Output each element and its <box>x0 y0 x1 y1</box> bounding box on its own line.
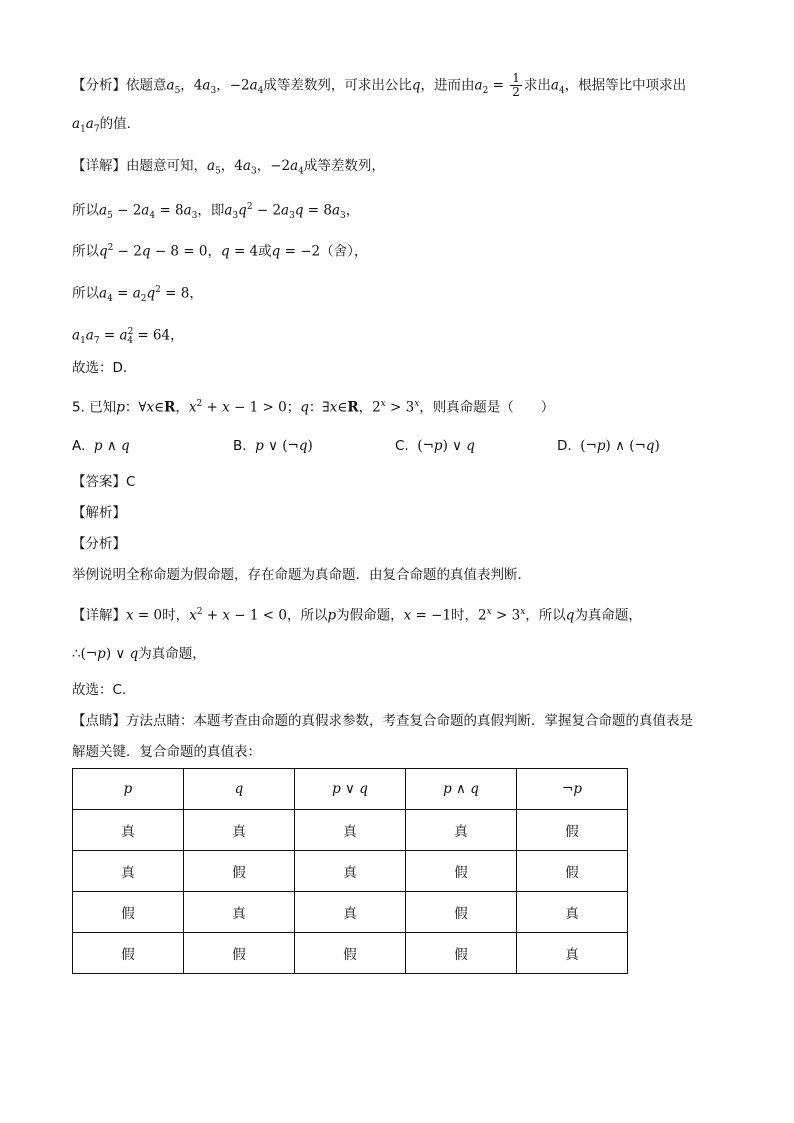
analysis2-label: 【分析】 <box>72 536 126 552</box>
table-cell: 真 <box>295 851 406 892</box>
table-cell: 假 <box>406 933 517 974</box>
table-cell: 假 <box>73 892 184 933</box>
table-cell: 真 <box>517 933 628 974</box>
table-cell: 假 <box>184 851 295 892</box>
table-row <box>73 851 628 892</box>
comment-line-1: 【点睛】方法点睛：本题考查由命题的真假求参数，考查复合命题的真假判断．掌握复合命题的真值表是 <box>72 713 693 729</box>
table-cell: 假 <box>517 851 628 892</box>
analysis2-text: 举例说明全称命题为假命题，存在命题为真命题．由复合命题的真值表判断． <box>72 567 531 583</box>
table-cell: 假 <box>295 933 406 974</box>
detail2-line-2: ∴(¬p) ∨ q为真命题， <box>72 646 206 662</box>
table-cell: 假 <box>517 810 628 851</box>
answer-label: 【答案】 <box>72 474 126 490</box>
detail-line-1: 【详解】由题意可知，$a_5$，$4a_3$，$-2a_4$成等差数列， <box>72 158 385 177</box>
table-header-cell: p ∧ q <box>406 769 517 810</box>
table-cell: 真 <box>295 810 406 851</box>
analysis-label: 【分析】 <box>72 77 126 94</box>
answer-value: C <box>126 474 136 490</box>
table-cell: 真 <box>517 892 628 933</box>
comment-line-2: 解题关键．复合命题的真值表： <box>72 744 261 760</box>
choice-line-2: 故选：C. <box>72 682 127 698</box>
table-header-row <box>73 769 628 810</box>
option-a[interactable]: A. p ∧ q <box>72 438 130 454</box>
detail-label: 【详解】 <box>72 158 126 174</box>
option-c[interactable]: C. (¬p) ∨ q <box>395 438 475 454</box>
analysis-line-2: $a_1a_7$的值. <box>72 116 131 135</box>
table-cell: 真 <box>184 810 295 851</box>
detail-line-3: 所以$q^2 - 2q - 8 = 0$，q = 4或q = −2（舍）， <box>72 243 368 260</box>
analysis-line-1: 【分析】依题意$a_5$，$4a_3$，$-2a_4$成等差数列，可求出公比q，进而由$a_2$ = $\frac{1}{2}$ 求出$a_4$，根据等比中项求出 <box>72 71 687 99</box>
table-cell: 真 <box>406 810 517 851</box>
detail2-line-1: 【详解】x = 0时，$x^2 + x - 1 < 0$，所以p为假命题，x = −1时，$2^x > 3^x$，所以q为真命题， <box>72 607 642 624</box>
detail-line-4: 所以$a_4 = a_2q^2 = 8$， <box>72 285 203 305</box>
table-cell: 假 <box>73 933 184 974</box>
table-cell: 假 <box>406 892 517 933</box>
question-5: 5. 已知p：∀x∈R，$x^2 + x - 1 > 0$；q：∃x∈R，$2^x > 3^x$，则真命题是（ ） <box>72 399 555 416</box>
table-cell: 假 <box>184 933 295 974</box>
table-row <box>73 892 628 933</box>
choice-line-1: 故选：D. <box>72 360 128 376</box>
table-cell: 真 <box>184 892 295 933</box>
detail-line-2: 所以$a_5 - 2a_4 = 8a_3$，即$a_3q^2 - 2a_3q = 8a_3$， <box>72 202 360 222</box>
table-header-cell: q <box>184 769 295 810</box>
option-b[interactable]: B. p ∨ (¬q) <box>233 438 313 454</box>
table-cell: 真 <box>73 810 184 851</box>
fraction-one-half: $\frac{1}{2}$ <box>512 71 520 99</box>
truth-table <box>72 768 628 974</box>
table-cell: 假 <box>406 851 517 892</box>
table-row <box>73 933 628 974</box>
table-cell: 真 <box>295 892 406 933</box>
answer-line <box>72 472 135 492</box>
detail-line-5: $a_1a_7 = a^2_4 = 64$， <box>72 327 184 347</box>
table-header-cell: p ∨ q <box>295 769 406 810</box>
table-header-cell: p <box>73 769 184 810</box>
option-d[interactable]: D. (¬p) ∧ (¬q) <box>557 438 660 454</box>
table-header-cell: ¬p <box>517 769 628 810</box>
table-row <box>73 810 628 851</box>
jiexi-label: 【解析】 <box>72 505 126 521</box>
table-cell: 真 <box>73 851 184 892</box>
